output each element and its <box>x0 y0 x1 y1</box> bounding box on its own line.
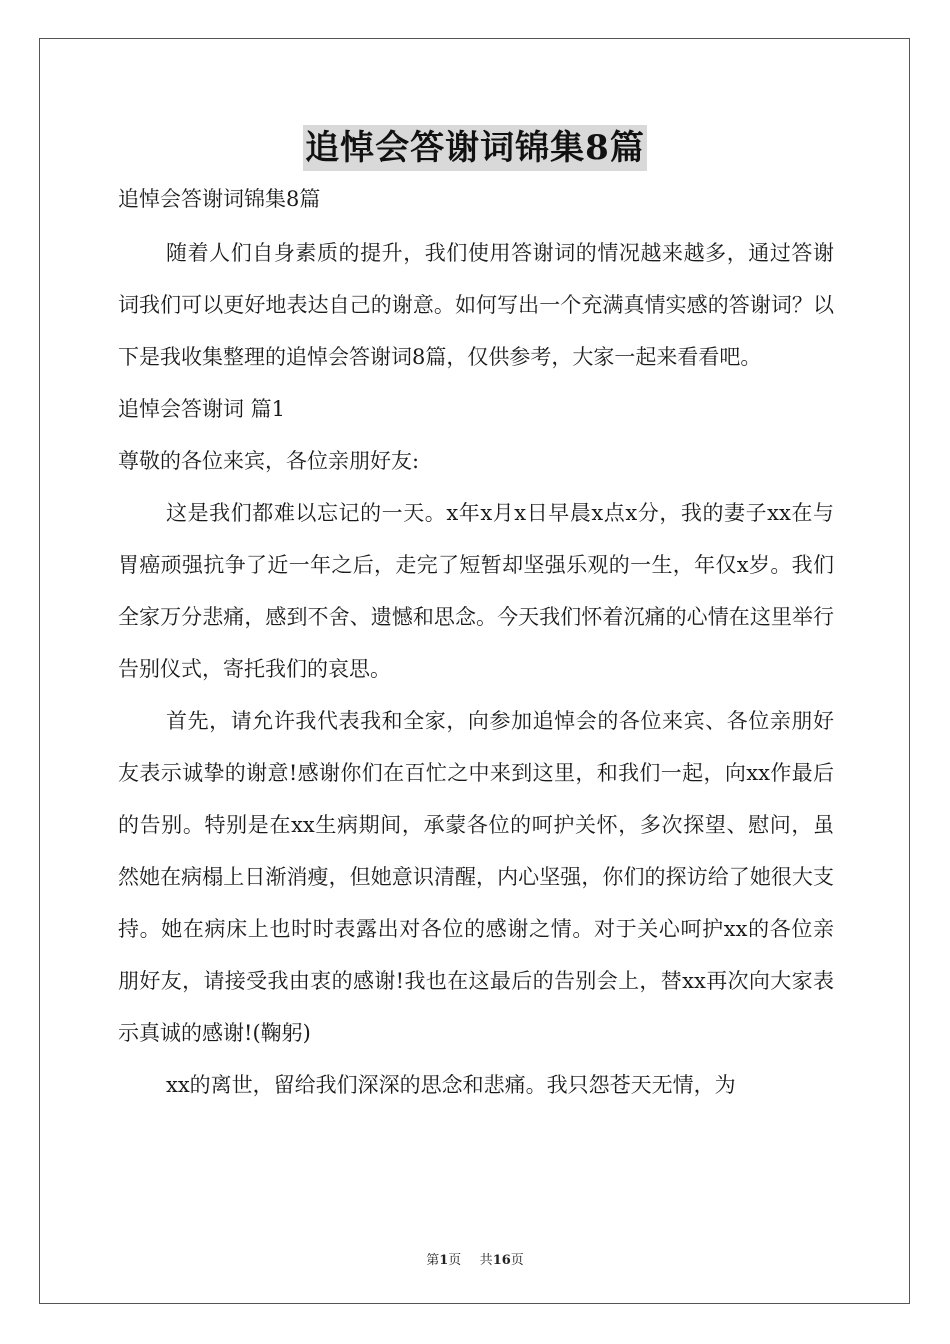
page-number: 1 <box>439 1253 449 1268</box>
body-paragraph-2: 首先，请允许我代表我和全家，向参加追悼会的各位来宾、各位亲朋好友表示诚挚的谢意!感谢你们在百忙之中来到这里，和我们一起，向xx作最后的告别。特别是在xx生病期间，承蒙各位的呵护关怀，多次探望、慰问，虽然她在病榻上日渐消瘦，但她意识清醒，内心坚强，你们的探访给了她很大支持。她在病床上也时时表露出对各位的感谢之情。对于关心呵护xx的各位亲朋好友，请接受我由衷的感谢!我也在这最后的告别会上，替xx再次向大家表示真诚的感谢!(鞠躬) <box>118 709 834 1045</box>
section-heading: 追悼会答谢词 篇1 <box>118 397 286 421</box>
page-footer <box>0 1249 950 1268</box>
total-prefix: 共 <box>479 1253 493 1268</box>
document-subtitle: 追悼会答谢词锦集8篇 <box>118 187 321 211</box>
document-body <box>118 180 834 1111</box>
salutation: 尊敬的各位来宾，各位亲朋好友: <box>118 449 420 473</box>
document-title: 追悼会答谢词锦集8篇 <box>303 125 647 171</box>
intro-paragraph: 随着人们自身素质的提升，我们使用答谢词的情况越来越多，通过答谢词我们可以更好地表达自己的谢意。如何写出一个充满真情实感的答谢词？以下是我收集整理的追悼会答谢词8篇，仅供参考，大家一起来看看吧。 <box>118 241 834 369</box>
total-pages: 16 <box>492 1253 511 1268</box>
page-suffix: 页 <box>448 1253 462 1268</box>
total-suffix: 页 <box>510 1253 524 1268</box>
body-paragraph-1: 这是我们都难以忘记的一天。x年x月x日早晨x点x分，我的妻子xx在与胃癌顽强抗争了近一年之后，走完了短暂却坚强乐观的一生，年仅x岁。我们全家万分悲痛，感到不舍、遗憾和思念。今天我们怀着沉痛的心情在这里举行告别仪式，寄托我们的哀思。 <box>118 501 834 681</box>
body-paragraph-3: xx的离世，留给我们深深的思念和悲痛。我只怨苍天无情，为 <box>166 1073 736 1097</box>
page-prefix: 第 <box>426 1253 440 1268</box>
title-container <box>0 125 950 171</box>
